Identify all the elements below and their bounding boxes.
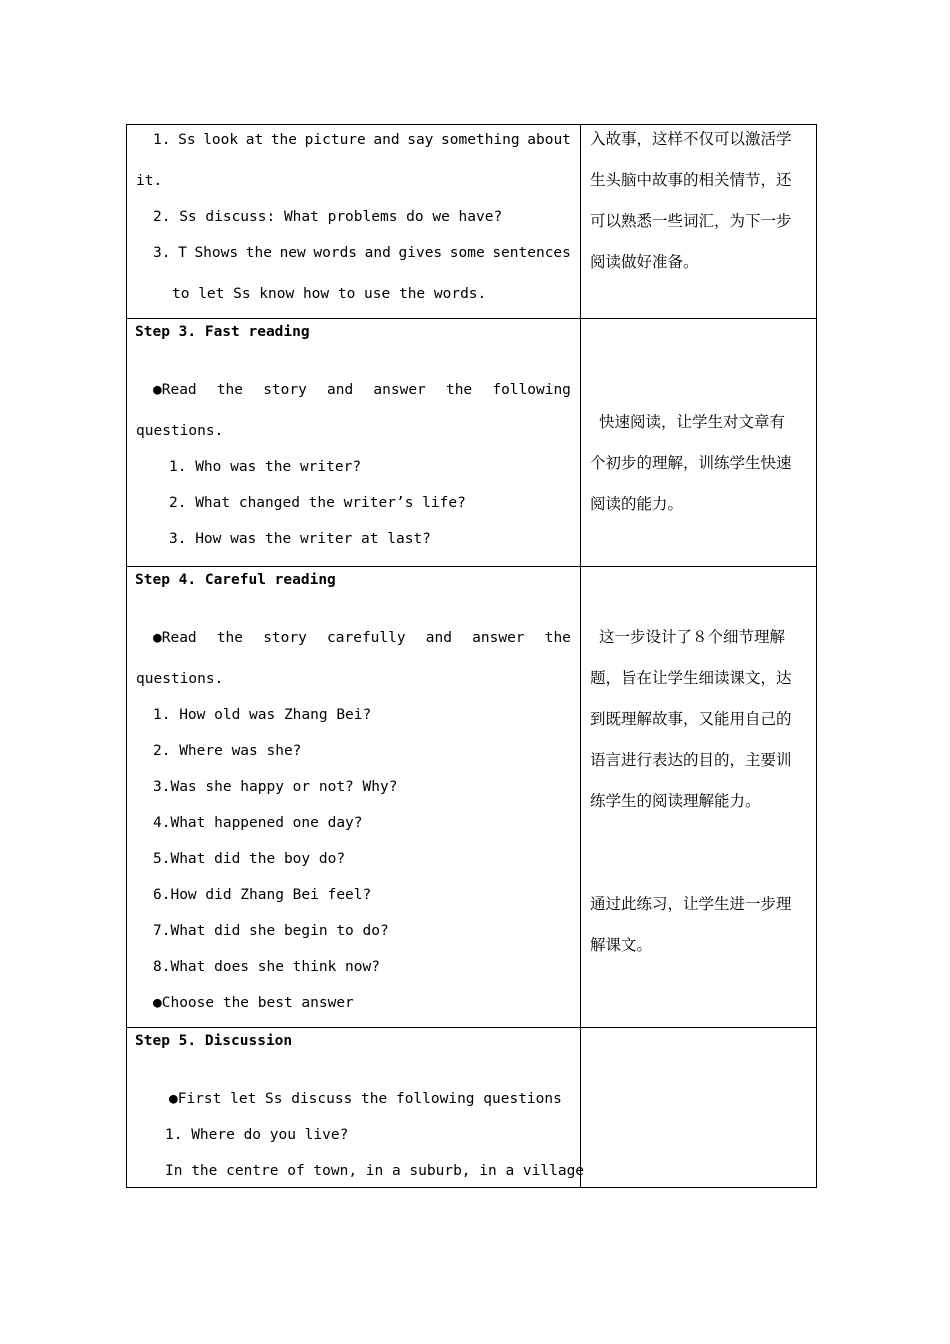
purpose-line: 可以熟悉一些词汇，为下一步: [590, 212, 792, 230]
activity-cell: [127, 1028, 585, 1188]
purpose-line: 通过此练习，让学生进一步理: [590, 895, 792, 913]
activity-cell: [127, 319, 581, 567]
step-heading: Step 3. Fast reading: [135, 324, 310, 340]
activity-line: to let Ss know how to use the words.: [172, 286, 487, 302]
activity-line: questions.: [136, 671, 224, 687]
activity-line: it.: [136, 173, 163, 189]
step-heading: Step 4. Careful reading: [135, 572, 336, 588]
word: ●Read: [153, 630, 197, 646]
word: about: [527, 132, 571, 148]
activity-line: 4.What happened one day?: [153, 815, 363, 831]
activity-line: [153, 244, 571, 262]
word: story: [263, 630, 307, 646]
purpose-cell: [581, 125, 817, 319]
activity-line: [153, 381, 571, 399]
purpose-line: 题，旨在让学生细读课文，达: [590, 669, 792, 687]
purpose-line: 生头脑中故事的相关情节，还: [590, 171, 792, 189]
word: T: [178, 245, 187, 261]
word: at: [245, 132, 264, 148]
activity-line: 1. Where do you live?: [165, 1127, 349, 1143]
word: gives: [398, 245, 443, 261]
word: ●Read: [153, 382, 197, 398]
activity-line: 2. What changed the writer’s life?: [169, 495, 466, 511]
word: picture: [304, 132, 366, 148]
word: Shows: [194, 245, 239, 261]
purpose-cell: [581, 567, 817, 1028]
purpose-cell: [581, 319, 817, 567]
word: carefully: [327, 630, 406, 646]
purpose-line: 入故事，这样不仅可以激活学: [590, 130, 792, 148]
lesson-plan-table: [126, 124, 817, 1188]
activity-cell: [127, 567, 581, 1028]
word: and: [373, 132, 400, 148]
activity-line: In the centre of town, in a suburb, in a village: [165, 1163, 585, 1179]
table-row: [127, 319, 817, 567]
word: 3.: [153, 245, 171, 261]
table-row: [127, 567, 817, 1028]
activity-line: [153, 131, 571, 149]
word: story: [263, 382, 307, 398]
step-heading: Step 5. Discussion: [135, 1033, 293, 1049]
activity-line: 6.How did Zhang Bei feel?: [153, 887, 372, 903]
word: Ss: [178, 132, 196, 148]
word: and: [327, 382, 354, 398]
purpose-line: 快速阅读，让学生对文章有: [599, 413, 786, 431]
word: 1.: [153, 132, 171, 148]
activity-line: [153, 629, 571, 647]
purpose-line: 到既理解故事，又能用自己的: [590, 710, 792, 728]
word: something: [441, 132, 520, 148]
activity-line: 3.Was she happy or not? Why?: [153, 779, 398, 795]
table-row: [127, 1028, 817, 1188]
purpose-cell: [581, 1028, 817, 1188]
purpose-line: 解课文。: [590, 936, 653, 954]
purpose-line: 阅读做好准备。: [590, 253, 699, 271]
table-row: [127, 125, 817, 319]
activity-line: 7.What did she begin to do?: [153, 923, 389, 939]
activity-line: 1. How old was Zhang Bei?: [153, 707, 372, 723]
activity-line: ●Choose the best answer: [153, 995, 354, 1011]
word: the: [216, 630, 244, 646]
word: the: [245, 245, 272, 261]
word: some: [449, 245, 485, 261]
word: say: [407, 132, 434, 148]
purpose-line: 语言进行表达的目的，主要训: [590, 751, 792, 769]
word: the: [216, 382, 244, 398]
word: the: [270, 132, 298, 148]
word: following: [492, 382, 571, 398]
word: and: [425, 630, 452, 646]
activity-line: ●First let Ss discuss the following questions: [169, 1091, 562, 1107]
word: answer: [373, 382, 426, 398]
purpose-line: 个初步的理解，训练学生快速: [590, 454, 792, 472]
purpose-line: 练学生的阅读理解能力。: [590, 792, 761, 810]
activity-line: 1. Who was the writer?: [169, 459, 362, 475]
word: the: [544, 630, 571, 646]
purpose-line: 阅读的能力。: [590, 495, 684, 513]
word: look: [203, 132, 239, 148]
activity-cell: [127, 125, 581, 319]
word: sentences: [492, 245, 571, 261]
activity-line: questions.: [136, 423, 224, 439]
word: answer: [472, 630, 525, 646]
word: the: [445, 382, 473, 398]
activity-line: 3. How was the writer at last?: [169, 531, 431, 547]
purpose-line: 这一步设计了８个细节理解: [599, 628, 786, 646]
word: new: [279, 245, 306, 261]
activity-line: 8.What does she think now?: [153, 959, 380, 975]
word: words: [313, 245, 358, 261]
activity-line: 2. Ss discuss: What problems do we have?: [153, 209, 503, 225]
activity-line: 5.What did the boy do?: [153, 851, 346, 867]
activity-line: 2. Where was she?: [153, 743, 302, 759]
word: and: [364, 245, 391, 261]
